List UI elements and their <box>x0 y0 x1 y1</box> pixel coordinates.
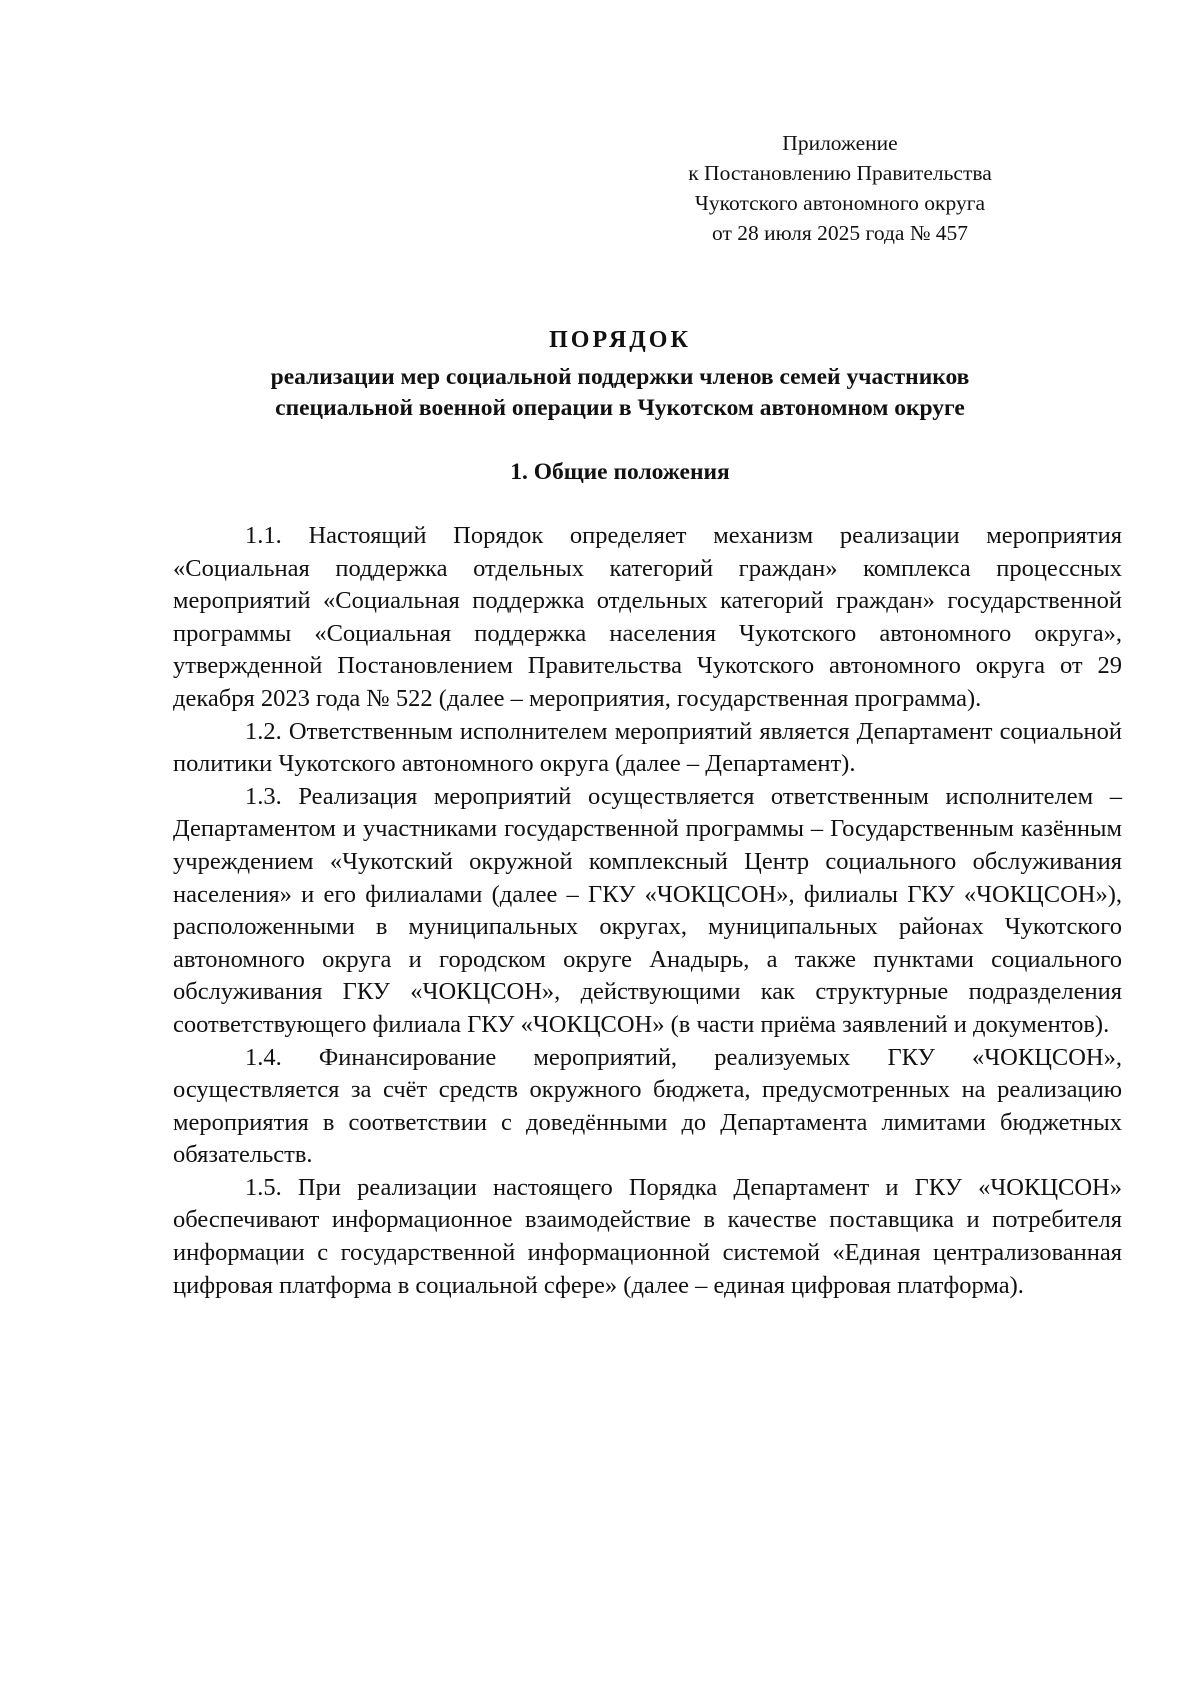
paragraph-1-1: 1.1. Настоящий Порядок определяет механизм реализации мероприятия «Социальная поддержка отдельных категорий граждан» комплекса процессных мероприятий «Социальная поддержка отдельных категорий граждан» государственной программы «Социальная поддержка населения Чукотского автономного округа», утвержденной Постановлением Правительства Чукотского автономного округа от 29 декабря 2023 года № 522 (далее – мероприятия, государственная программа). <box>173 522 1122 712</box>
appendix-header <box>620 128 1060 248</box>
document-subtitle <box>120 362 1120 424</box>
paragraph-1-4: 1.4. Финансирование мероприятий, реализуемых ГКУ «ЧОКЦСОН», осуществляется за счёт средств окружного бюджета, предусмотренных на реализацию мероприятия в соответствии с доведёнными до Департамента лимитами бюджетных обязательств. <box>173 1043 1122 1169</box>
section-body <box>173 520 1122 1302</box>
document-title-block <box>120 324 1120 424</box>
appendix-region: Чукотского автономного округа <box>694 191 986 215</box>
document-subtitle-line-1: реализации мер социальной поддержки членов семей участников <box>270 364 970 390</box>
appendix-label: Приложение <box>782 131 898 155</box>
appendix-resolution-ref: к Постановлению Правительства <box>688 161 992 185</box>
paragraph-1-2: 1.2. Ответственным исполнителем мероприятий является Департамент социальной политики Чукотского автономного округа (далее – Департамент). <box>173 717 1122 778</box>
paragraph-1-5: 1.5. При реализации настоящего Порядка Департамент и ГКУ «ЧОКЦСОН» обеспечивают информационное взаимодействие в качестве поставщика и потребителя информации с государственной информационной системой «Единая централизованная цифровая платформа в социальной сфере» (далее – единая цифровая платформа). <box>173 1173 1122 1299</box>
appendix-date-number: от 28 июля 2025 года № 457 <box>712 221 968 245</box>
section-heading: 1. Общие положения <box>510 459 730 485</box>
document-title: ПОРЯДОК <box>549 327 691 353</box>
document-subtitle-line-2: специальной военной операции в Чукотском автономном округе <box>275 395 965 421</box>
paragraph-1-3: 1.3. Реализация мероприятий осуществляется ответственным исполнителем – Департаментом и участниками государственной программы – Государственным казённым учреждением «Чукотский окружной комплексный Центр социального обслуживания населения» и его филиалами (далее – ГКУ «ЧОКЦСОН», филиалы ГКУ «ЧОКЦСОН»), расположенными в муниципальных округах, муниципальных районах Чукотского автономного округа и городском округе Анадырь, а также пунктами социального обслуживания ГКУ «ЧОКЦСОН», действующими как структурные подразделения соответствующего филиала ГКУ «ЧОКЦСОН» (в части приёма заявлений и документов). <box>173 782 1122 1038</box>
